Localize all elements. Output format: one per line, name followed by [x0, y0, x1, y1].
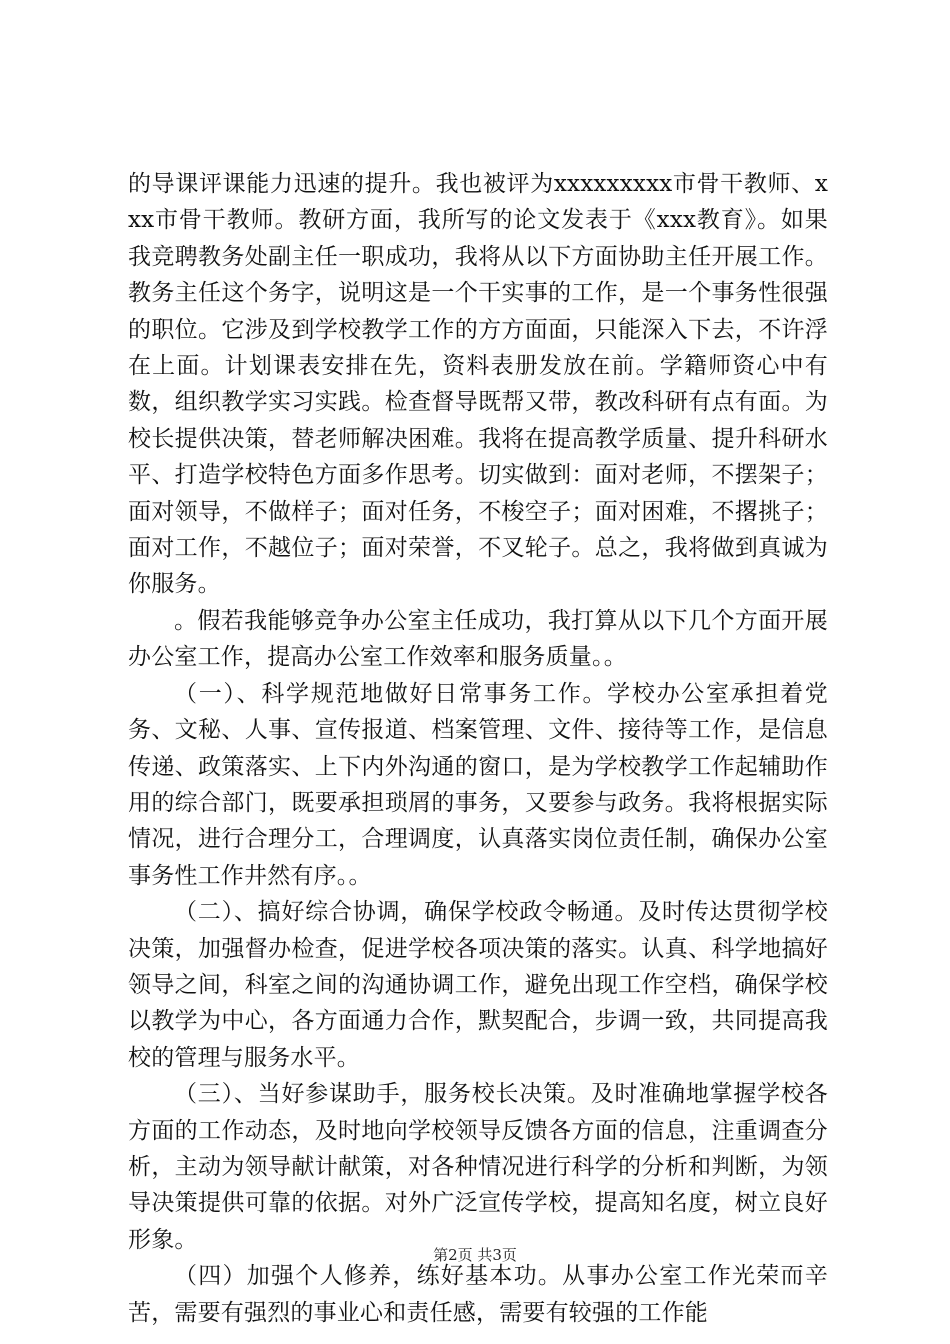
page-footer: 第2页 共3页 — [433, 1246, 517, 1264]
paragraph-6: （四）加强个人修养，练好基本功。从事办公室工作光荣而辛苦，需要有强烈的事业心和责任感，需要有较强的工作能 — [128, 1263, 828, 1326]
paragraph-2: 。假若我能够竞争办公室主任成功，我打算从以下几个方面开展办公室工作，提高办公室工作效率和服务质量。。 — [128, 607, 828, 671]
document-body — [128, 166, 828, 1331]
paragraph-3: （一）、科学规范地做好日常事务工作。学校办公室承担着党务、文秘、人事、宣传报道、档案管理、文件、接待等工作，是信息传递、政策落实、上下内外沟通的窗口，是为学校教学工作起辅助作用的综合部门，既要承担琐屑的事务，又要参与政务。我将根据实际情况，进行合理分工，合理调度，认真落实岗位责任制，确保办公室事务性工作井然有序。。 — [128, 680, 828, 889]
paragraph-4: （二）、搞好综合协调，确保学校政令畅通。及时传达贯彻学校决策，加强督办检查，促进学校各项决策的落实。认真、科学地搞好领导之间，科室之间的沟通协调工作，避免出现工作空档，确保学校以教学为中心，各方面通力合作，默契配合，步调一致，共同提高我校的管理与服务水平。 — [128, 899, 828, 1071]
paragraph-1: 的导课评课能力迅速的提升。我也被评为xxxxxxxxx市骨干教师、xxx市骨干教师。教研方面，我所写的论文发表于《xxx教育》。如果我竞聘教务处副主任一职成功，我将从以下方面协助主任开展工作。教务主任这个务字，说明这是一个干实事的工作，是一个事务性很强的职位。它涉及到学校教学工作的方方面面，只能深入下去，不许浮在上面。计划课表安排在先，资料表册发放在前。学籍师资心中有数，组织教学实习实践。检查督导既帮又带，教改科研有点有面。为校长提供决策，替老师解决困难。我将在提高教学质量、提升科研水平、打造学校特色方面多作思考。切实做到：面对老师，不摆架子；面对领导，不做样子；面对任务，不梭空子；面对困难，不撂挑子；面对工作，不越位子；面对荣誉，不叉轮子。总之，我将做到真诚为你服务。 — [128, 171, 828, 598]
paragraph-5: （三）、当好参谋助手，服务校长决策。及时准确地掌握学校各方面的工作动态，及时地向学校领导反馈各方面的信息，注重调查分析，主动为领导献计献策，对各种情况进行科学的分析和判断，为领导决策提供可靠的依据。对外广泛宣传学校，提高知名度，树立良好形象。 — [128, 1081, 828, 1253]
